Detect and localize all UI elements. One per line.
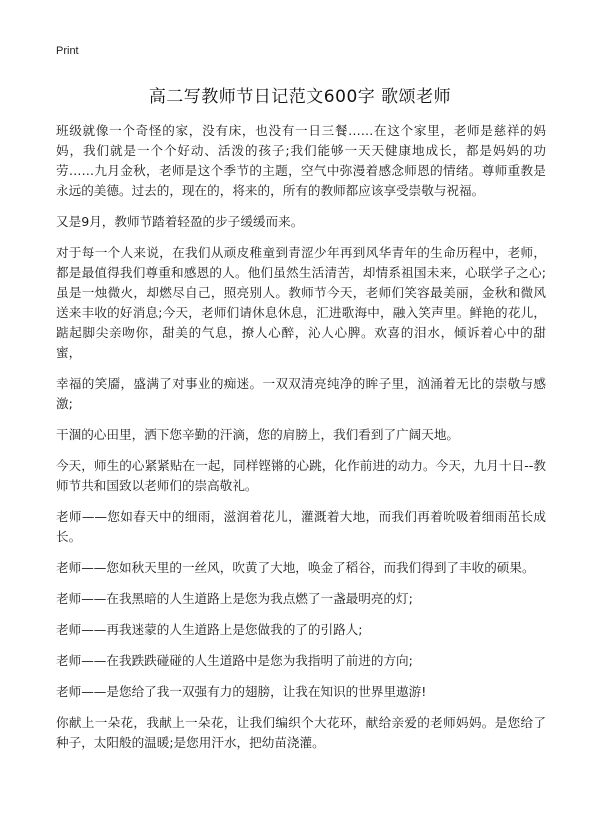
- paragraph: 你献上一朵花，我献上一朵花，让我们编织个大花环，献给亲爱的老师妈妈。是您给了种子，太阳般的温暖;是您用汗水，把幼苗浇灌。: [56, 715, 546, 750]
- page-title: 高二写教师节日记范文600字 歌颂老师: [148, 87, 452, 107]
- paragraph: 今天，师生的心紧紧贴在一起，同样铿锵的心跳，化作前进的动力。今天，九月十日--教师节共和国致以老师们的崇高敬礼。: [56, 458, 546, 493]
- paragraph: 干涸的心田里，洒下您辛勤的汗滴，您的肩膀上，我们看到了广阔天地。: [56, 427, 459, 442]
- paragraph: 对于每一个人来说，在我们从顽皮稚童到青涩少年再到风华青年的生命历程中，老师，都是最值得我们尊重和感恩的人。他们虽然生活清苦，却情系祖国未来，心联学子之心;虽是一烛微火，却燃尽自己，照亮别人。教师节今天，老师们笑容最美丽，金秋和微风送来丰收的好消息;今天，老师们请休息休息，汇进歌海中，融入笑声里。鲜艳的花儿，踮起脚尖亲吻你，甜美的气息，撩人心醉，沁人心脾。欢喜的泪水，倾诉着心中的甜蜜，: [56, 245, 546, 360]
- paragraph: 老师——您如秋天里的一丝风，吹黄了大地，唤金了稻谷，而我们得到了丰收的硕果。: [56, 560, 535, 575]
- print-link[interactable]: Print: [56, 45, 79, 57]
- paragraph: 老师——在我黑暗的人生道路上是您为我点燃了一盏最明亮的灯;: [56, 591, 413, 606]
- paragraph: 老师——是您给了我一双强有力的翅膀，让我在知识的世界里遨游!: [56, 684, 427, 699]
- paragraph: 又是9月，教师节踏着轻盈的步子缓缓而来。: [56, 214, 304, 229]
- paragraph: 老师——在我跌跌碰碰的人生道路中是您为我指明了前进的方向;: [56, 653, 413, 668]
- paragraph: 班级就像一个奇怪的家，没有床，也没有一日三餐……在这个家里，老师是慈祥的妈妈，我们就是一个个好动、活泼的孩子;我们能够一天天健康地成长，都是妈妈的功劳……九月金秋，老师是这个季节的主题，空气中弥漫着感念师恩的情绪。尊师重教是永远的美德。过去的，现在的，将来的，所有的教师都应该享受崇敬与祝福。: [56, 123, 546, 198]
- article-body: [56, 121, 546, 764]
- paragraph: 幸福的笑靥，盛满了对事业的痴迷。一双双清亮纯净的眸子里，汹涌着无比的崇敬与感激;: [56, 376, 546, 411]
- paragraph: 老师——再我迷蒙的人生道路上是您做我的了的引路人;: [56, 622, 363, 637]
- paragraph: 老师——您如春天中的细雨，滋润着花儿，灌溉着大地，而我们再着吮吸着细雨茁长成长。: [56, 509, 546, 544]
